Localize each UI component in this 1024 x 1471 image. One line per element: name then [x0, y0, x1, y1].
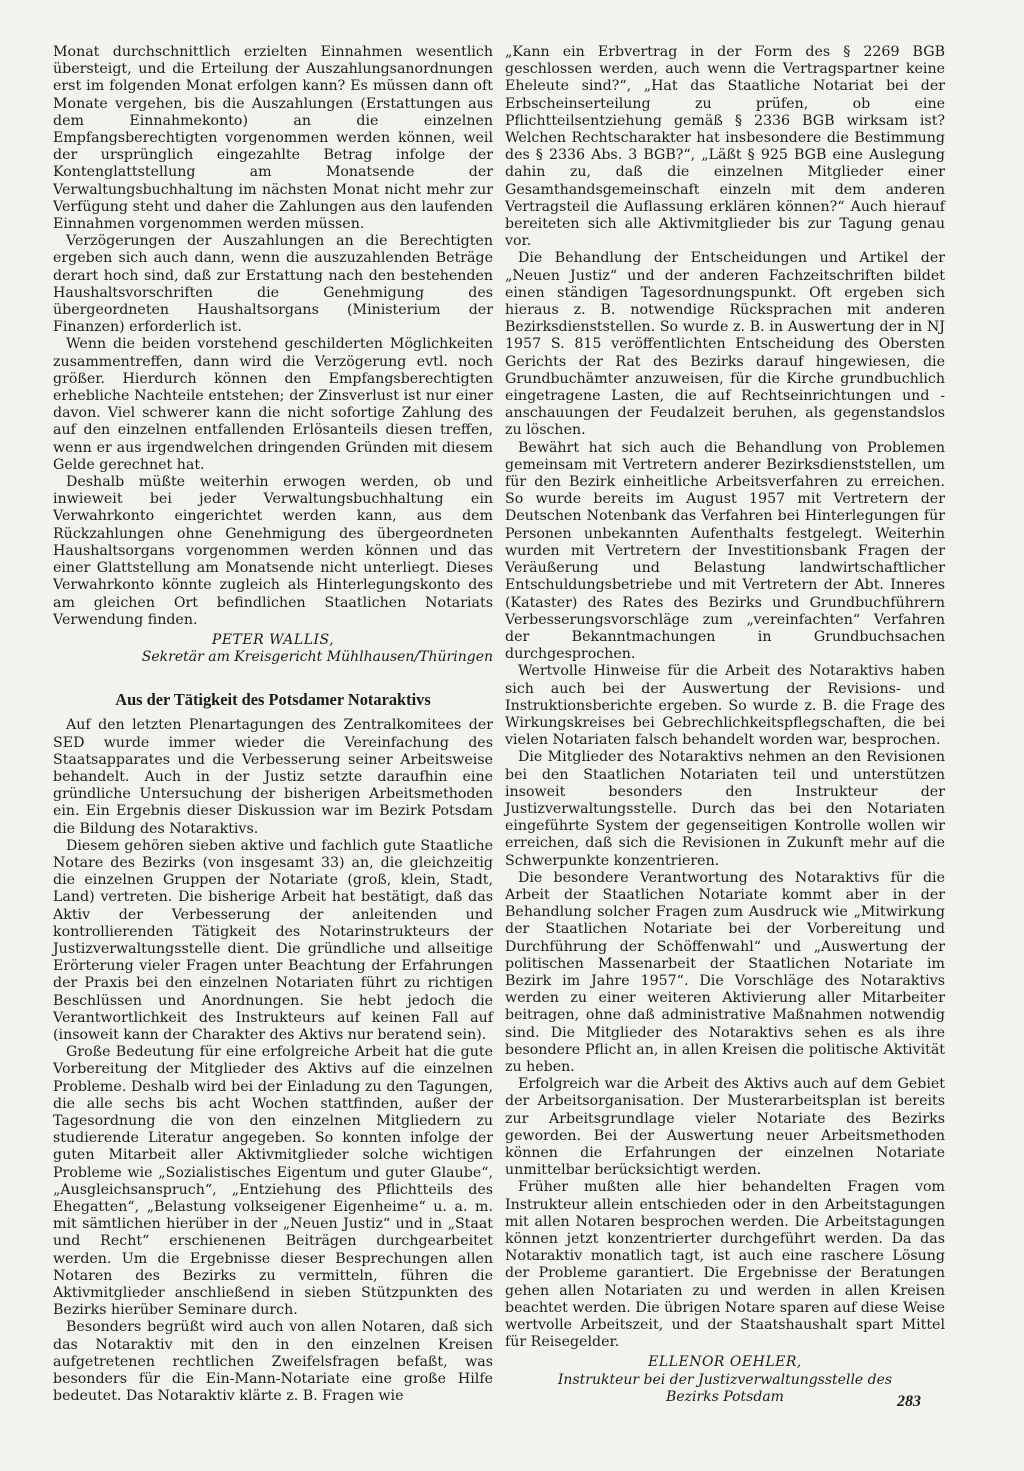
paragraph: Bewährt hat sich auch die Behandlung von Problemen gemeinsam mit Vertretern anderer Bezirksdienststellen, um für den Bezirk einheitliche Arbeitsverfahren zu erreichen. So wurde bereits im August 1957 mit Vertretern der Deutschen Notenbank das Verfahren bei Hinterlegungen für Personen unbekannten Aufenthalts festgelegt. Weiterhin wurden mit Vertretern der Investitionsbank Fragen der Veräußerung und Belastung landwirtschaftlicher Entschuldungsbetriebe und mit Vertretern der Abt. Inneres (Kataster) des Rates des Bezirks und Grundbuchführern Verbesserungsvorschläge zum „vereinfachten“ Verfahren der Bekanntmachungen in Grundbuchsachen durchgesprochen. [505, 439, 945, 663]
paragraph: Wenn die beiden vorstehend geschilderten Möglichkeiten zusammentreffen, dann wird die Verzögerung evtl. noch größer. Hierdurch können den Empfangsberechtigten erhebliche Nachteile entstehen; der Zinsverlust ist nur einer davon. Viel schwerer kann die nicht sofortige Zahlung des auf den einzelnen entfallenden Erlösanteils diesen treffen, wenn er aus irgendwelchen dringenden Gründen mit diesem Gelde gerechnet hat. [53, 336, 493, 473]
paragraph: Deshalb müßte weiterhin erwogen werden, ob und inwieweit bei jeder Verwaltungsbuchhaltung ein Verwahrkonto eingerichtet werden kann, aus dem Rückzahlungen ohne Genehmigung des übergeordneten Haushaltsorgans vorgenommen werden können und das einer Glattstellung am Monatsende nicht unterliegt. Dieses Verwahrkonto könnte zugleich als Hinterlegungskonto des am gleichen Ort befindlichen Staatlichen Notariats Verwendung finden. [53, 474, 493, 628]
author-signature-name: PETER WALLIS, [211, 631, 335, 648]
author-signature-role: Instrukteur bei der Justizverwaltungsstelle des [557, 1371, 893, 1388]
paragraph: Große Bedeutung für eine erfolgreiche Arbeit hat die gute Vorbereitung der Mitglieder des Aktivs auf die einzelnen Probleme. Deshalb wird bei der Einladung zu den Tagungen, die alle sechs bis acht Wochen stattfinden, außer der Tagesordnung die von den einzelnen Mitgliedern zu studierende Literatur angegeben. So konnten infolge der guten Mitarbeit aller Aktivmitglieder solche wichtigen Probleme wie „Sozialistisches Eigentum und guter Glaube“, „Ausgleichsanspruch“, „Entziehung des Pflichtteils des Ehegatten“, „Belastung volkseigener Eigenheime“ u. a. m. mit sämtlichen hierüber in der „Neuen Justiz“ und in „Staat und Recht“ erschienenen Beiträgen durchgearbeitet werden. Um die Ergebnisse dieser Besprechungen allen Notaren des Bezirks zu vermitteln, führen die Aktivmitglieder anschließend in sieben Stützpunkten des Bezirks hierüber Seminare durch. [53, 1044, 493, 1319]
author-signature-role: Sekretär am Kreisgericht Mühlhausen/Thüringen [141, 649, 493, 666]
left-column [53, 44, 493, 1405]
paragraph: „Kann ein Erbvertrag in der Form des § 2269 BGB geschlossen werden, auch wenn die Vertragspartner keine Eheleute sind?“, „Hat das Staatliche Notariat bei der Erbscheinserteilung zu prüfen, ob eine Pflichtteilsentziehung gemäß § 2336 BGB wirksam ist? Welchen Rechtscharakter hat insbesondere die Bestimmung des § 2336 Abs. 3 BGB?“, „Läßt § 925 BGB eine Auslegung dahin zu, daß die einzelnen Mitglieder einer Gesamthandsgemeinschaft einzeln mit dem anderen Vertragsteil die Auflassung erklären können?“ Auch hierauf bereiteten sich alle Aktivmitglieder bis zur Tagung genau vor. [505, 44, 945, 250]
paragraph: Auf den letzten Plenartagungen des Zentralkomitees der SED wurde immer wieder die Vereinfachung des Staatsapparates und die Verbesserung seiner Arbeitsweise behandelt. Auch in der Justiz setzte daraufhin eine gründliche Untersuchung der bisherigen Arbeitsmethoden ein. Ein Ergebnis dieser Diskussion war im Bezirk Potsdam die Bildung des Notaraktivs. [53, 717, 493, 837]
paragraph: Die Behandlung der Entscheidungen und Artikel der „Neuen Justiz“ und der anderen Fachzeitschriften bildet einen ständigen Tagesordnungspunkt. Oft ergeben sich hieraus z. B. notwendige Rücksprachen mit anderen Bezirksdienststellen. So wurde z. B. in Auswertung der in NJ 1957 S. 815 veröffentlichten Entscheidung des Obersten Gerichts der Rat des Bezirks darauf hingewiesen, die Grundbuchämter anzuweisen, für die Kirche grundbuchlich eingetragene Lasten, die auf Rechtseinrichtungen und -anschauungen der Feudalzeit beruhen, als gegenstandslos zu löschen. [505, 250, 945, 439]
paragraph: Früher mußten alle hier behandelten Fragen vom Instrukteur allein entschieden oder in den Arbeitstagungen mit allen Notaren besprochen werden. Die Arbeitstagungen können jetzt konzentrierter durchgeführt werden. Da das Notaraktiv monatlich tagt, ist auch eine raschere Lösung der Probleme garantiert. Die Ergebnisse der Beratungen gehen allen Notariaten zu und werden in allen Kreisen beachtet werden. Die übrigen Notare sparen auf diese Weise wertvolle Arbeitszeit, und der Staatshaushalt spart Mittel für Reisegelder. [505, 1179, 945, 1351]
paragraph: Monat durchschnittlich erzielten Einnahmen wesentlich übersteigt, und die Erteilung der Auszahlungsanordnungen erst im folgenden Monat erfolgen kann? Es müssen dann oft Monate vergehen, bis die Auszahlungen (Erstattungen aus dem Einnahmekonto) an die einzelnen Empfangsberechtigten vorgenommen werden können, weil der ursprünglich eingezahlte Betrag infolge der Kontenglattstellung am Monatsende der Verwaltungsbuchhaltung im nächsten Monat nicht mehr zur Verfügung steht und daher die Zahlungen aus den laufenden Einnahmen vorgenommen werden müssen. [53, 44, 493, 233]
paragraph: Die besondere Verantwortung des Notaraktivs für die Arbeit der Staatlichen Notariate kommt aber in der Behandlung solcher Fragen zum Ausdruck wie „Mitwirkung der Staatlichen Notariate bei der Vorbereitung und Durchführung der Schöffenwahl“ und „Auswertung der politischen Massenarbeit der Staatlichen Notariate im Bezirk im Jahre 1957“. Die Vorschläge des Notaraktivs werden zu einer weiteren Aktivierung aller Mitarbeiter beitragen, ohne daß administrative Maßnahmen notwendig sind. Die Mitglieder des Notaraktivs sehen es als ihre besondere Pflicht an, in allen Kreisen die politische Aktivität zu heben. [505, 869, 945, 1075]
page-number: 283 [897, 1393, 921, 1410]
paragraph: Die Mitglieder des Notaraktivs nehmen an den Revisionen bei den Staatlichen Notariaten teil und unterstützen insoweit besonders den Instrukteur der Justizverwaltungsstelle. Durch das bei den Notariaten eingeführte System der gegenseitigen Kontrolle wollen wir erreichen, daß sich die Revisionen in Zukunft mehr auf die Schwerpunkte konzentrieren. [505, 749, 945, 869]
paragraph: Wertvolle Hinweise für die Arbeit des Notaraktivs haben sich auch bei der Auswertung der Revisions- und Instruktionsberichte ergeben. So wurde z. B. die Frage des Wirkungskreises bei Gebrechlichkeitspflegschaften, die bei vielen Notariaten falsch behandelt worden war, besprochen. [505, 663, 945, 749]
paragraph: Diesem gehören sieben aktive und fachlich gute Staatliche Notare des Bezirks (von insgesamt 33) an, die gleichzeitig die einzelnen Gruppen der Notariate (groß, klein, Stadt, Land) vertreten. Die bisherige Arbeit hat bestätigt, daß das Aktiv der Verbesserung der anleitenden und kontrollierenden Tätigkeit des Notarinstrukteurs der Justizverwaltungsstelle dient. Die gründliche und allseitige Erörterung vieler Fragen unter Beachtung der Erfahrungen der Praxis bei den einzelnen Notariaten führt zu richtigen Beschlüssen und Anordnungen. Sie hebt jedoch die Verantwortlichkeit des Instrukteurs auf keinen Fall auf (insoweit kann der Charakter des Aktivs nur beratend sein). [53, 837, 493, 1043]
paragraph: Verzögerungen der Auszahlungen an die Berechtigten ergeben sich auch dann, wenn die auszuzahlenden Beträge derart hoch sind, daß zur Erstattung nach den bestehenden Haushaltsvorschriften die Genehmigung des übergeordneten Haushaltsorgans (Ministerium der Finanzen) erforderlich ist. [53, 233, 493, 336]
article-heading: Aus der Tätigkeit des Potsdamer Notaraktivs [115, 690, 431, 710]
paragraph: Besonders begrüßt wird auch von allen Notaren, daß sich das Notaraktiv mit den in den einzelnen Kreisen aufgetretenen rechtlichen Zweifelsfragen befaßt, was besonders für die Ein-Mann-Notariate eine große Hilfe bedeutet. Das Notaraktiv klärte z. B. Fragen wie [53, 1319, 493, 1405]
author-signature-name: ELLENOR OEHLER, [648, 1354, 802, 1371]
author-signature-role-location: Bezirks Potsdam [666, 1388, 784, 1405]
paragraph: Erfolgreich war die Arbeit des Aktivs auch auf dem Gebiet der Arbeitsorganisation. Der Musterarbeitsplan ist bereits zur Arbeitsgrundlage vieler Notariate des Bezirks geworden. Bei der Auswertung neuer Arbeitsmethoden können die Erfahrungen der einzelnen Notariate unmittelbar berücksichtigt werden. [505, 1076, 945, 1179]
right-column [505, 44, 945, 1406]
